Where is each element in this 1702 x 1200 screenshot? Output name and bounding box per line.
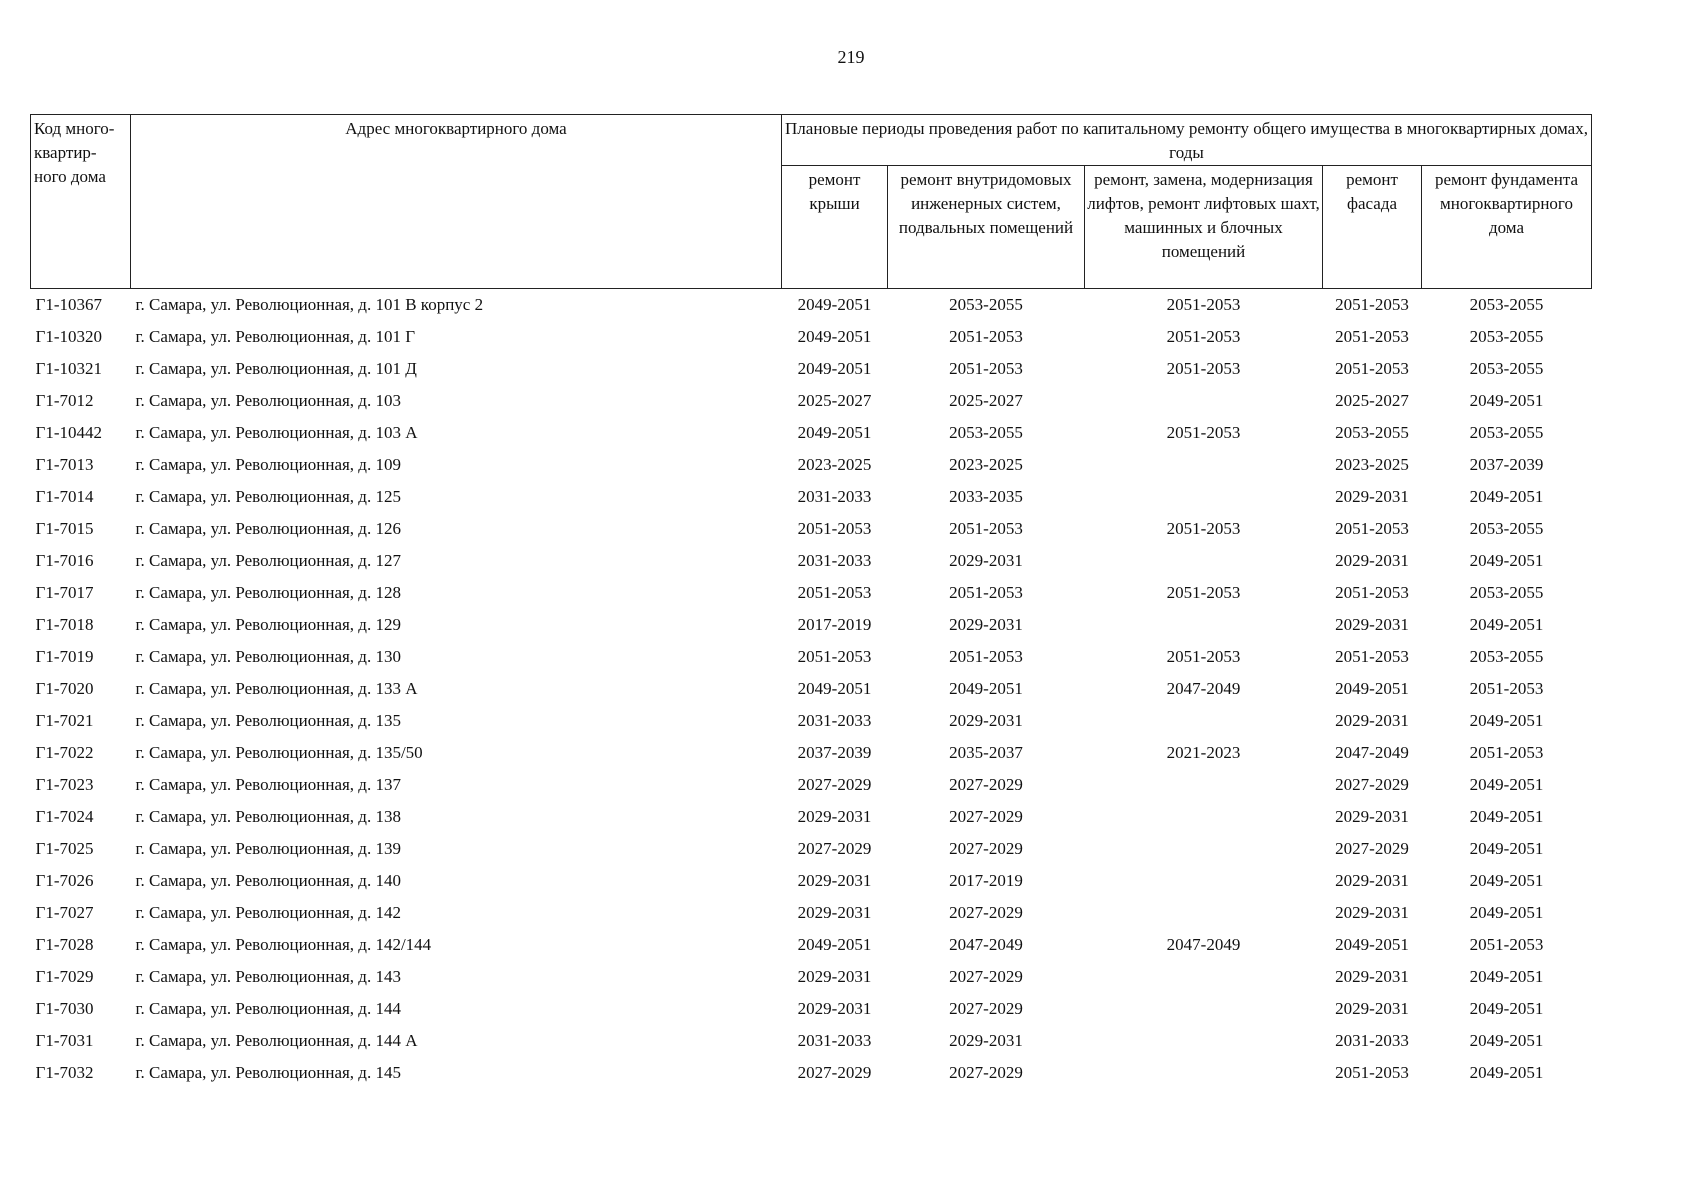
code-cell: Г1-10320: [35, 327, 102, 346]
roof-period-cell: 2025-2027: [797, 391, 872, 410]
facade-period-cell: 2027-2029: [1335, 775, 1409, 794]
code-cell: Г1-7028: [35, 935, 94, 954]
engineering-period-cell: 2027-2029: [949, 1063, 1023, 1082]
table-row: [31, 705, 1592, 737]
code-cell: Г1-7032: [35, 1063, 94, 1082]
table-header: [31, 115, 1592, 289]
address-cell: г. Самара, ул. Революционная, д. 142/144: [135, 935, 432, 954]
roof-period-cell: 2049-2051: [797, 679, 872, 698]
facade-period-cell: 2029-2031: [1335, 807, 1409, 826]
facade-period-cell: 2051-2053: [1323, 289, 1422, 322]
lifts-period-cell: [1085, 449, 1323, 481]
foundation-period-cell: 2053-2055: [1469, 327, 1544, 346]
foundation-period-cell: 2053-2055: [1469, 423, 1544, 442]
foundation-period-cell: 2053-2055: [1469, 647, 1544, 666]
header-engineering: ремонт внутридомовых инженерных систем, подвальных помещений: [888, 166, 1085, 289]
address-cell: г. Самара, ул. Революционная, д. 103 А: [135, 423, 418, 442]
facade-period-cell: 2029-2031: [1335, 551, 1409, 570]
address-cell: г. Самара, ул. Революционная, д. 127: [135, 551, 401, 570]
address-cell: г. Самара, ул. Революционная, д. 144: [135, 999, 401, 1018]
roof-period-cell: 2051-2053: [797, 519, 872, 538]
facade-period-cell: 2029-2031: [1335, 903, 1409, 922]
table-row: [31, 513, 1592, 545]
code-cell: Г1-10442: [35, 423, 102, 442]
engineering-period-cell: 2017-2019: [949, 871, 1023, 890]
lifts-period-cell: 2051-2053: [1085, 289, 1323, 322]
facade-period-cell: 2029-2031: [1335, 711, 1409, 730]
engineering-period-cell: 2053-2055: [949, 423, 1023, 442]
address-cell: г. Самара, ул. Революционная, д. 138: [135, 807, 401, 826]
engineering-period-cell: 2051-2053: [949, 327, 1023, 346]
engineering-period-cell: 2023-2025: [949, 455, 1023, 474]
address-cell: г. Самара, ул. Революционная, д. 144 А: [135, 1031, 418, 1050]
engineering-period-cell: 2051-2053: [949, 359, 1023, 378]
foundation-period-cell: 2053-2055: [1469, 359, 1544, 378]
address-cell: г. Самара, ул. Революционная, д. 130: [135, 647, 401, 666]
code-cell: Г1-7029: [35, 967, 94, 986]
foundation-period-cell: 2049-2051: [1469, 551, 1544, 570]
header-address: Адрес многоквартирного дома: [131, 115, 782, 289]
roof-period-cell: 2029-2031: [797, 967, 872, 986]
lifts-period-cell: [1085, 705, 1323, 737]
foundation-period-cell: 2049-2051: [1469, 807, 1544, 826]
code-cell: Г1-7021: [35, 711, 94, 730]
engineering-period-cell: 2027-2029: [949, 839, 1023, 858]
page-number: 219: [837, 47, 865, 67]
engineering-period-cell: 2051-2053: [949, 519, 1023, 538]
table-body: [31, 289, 1592, 1090]
lifts-period-cell: [1085, 993, 1323, 1025]
engineering-period-cell: 2027-2029: [949, 807, 1023, 826]
address-cell: г. Самара, ул. Революционная, д. 126: [135, 519, 401, 538]
header-facade: ремонт фасада: [1323, 166, 1422, 289]
foundation-period-cell: 2049-2051: [1469, 871, 1544, 890]
foundation-period-cell: 2053-2055: [1469, 583, 1544, 602]
code-cell: Г1-7022: [35, 743, 94, 762]
table-row: [31, 929, 1592, 961]
table-row: [31, 481, 1592, 513]
facade-period-cell: 2051-2053: [1335, 583, 1409, 602]
table-row: [31, 321, 1592, 353]
facade-period-cell: 2029-2031: [1335, 871, 1409, 890]
engineering-period-cell: 2027-2029: [949, 775, 1023, 794]
facade-period-cell: 2051-2053: [1335, 327, 1409, 346]
address-cell: г. Самара, ул. Революционная, д. 101 Г: [135, 327, 416, 346]
roof-period-cell: 2029-2031: [797, 871, 872, 890]
roof-period-cell: 2027-2029: [797, 839, 872, 858]
lifts-period-cell: 2021-2023: [1166, 743, 1241, 762]
facade-period-cell: 2027-2029: [1335, 839, 1409, 858]
address-cell: г. Самара, ул. Революционная, д. 103: [135, 391, 401, 410]
lifts-period-cell: [1085, 481, 1323, 513]
roof-period-cell: 2049-2051: [797, 423, 872, 442]
facade-period-cell: 2029-2031: [1335, 967, 1409, 986]
table-row: [31, 769, 1592, 801]
table-row: [31, 1025, 1592, 1057]
engineering-period-cell: 2049-2051: [949, 679, 1023, 698]
roof-period-cell: 2029-2031: [797, 999, 872, 1018]
code-cell: Г1-7012: [35, 391, 94, 410]
foundation-period-cell: 2049-2051: [1469, 711, 1544, 730]
table-row: [31, 641, 1592, 673]
lifts-period-cell: 2051-2053: [1166, 583, 1241, 602]
code-cell: Г1-7019: [35, 647, 94, 666]
address-cell: г. Самара, ул. Революционная, д. 139: [135, 839, 401, 858]
roof-period-cell: 2037-2039: [797, 743, 872, 762]
facade-period-cell: 2029-2031: [1335, 999, 1409, 1018]
lifts-period-cell: 2051-2053: [1166, 647, 1241, 666]
table-row: [31, 609, 1592, 641]
engineering-period-cell: 2029-2031: [949, 615, 1023, 634]
roof-period-cell: 2031-2033: [797, 487, 872, 506]
foundation-period-cell: 2049-2051: [1469, 487, 1544, 506]
code-cell: Г1-7030: [35, 999, 94, 1018]
facade-period-cell: 2025-2027: [1335, 391, 1409, 410]
code-cell: Г1-7031: [35, 1031, 94, 1050]
address-cell: г. Самара, ул. Революционная, д. 142: [135, 903, 401, 922]
foundation-period-cell: 2049-2051: [1469, 1063, 1544, 1082]
roof-period-cell: 2049-2051: [797, 935, 872, 954]
address-cell: г. Самара, ул. Революционная, д. 137: [135, 775, 401, 794]
roof-period-cell: 2029-2031: [797, 903, 872, 922]
lifts-period-cell: 2051-2053: [1166, 519, 1241, 538]
lifts-period-cell: [1085, 545, 1323, 577]
foundation-period-cell: 2051-2053: [1469, 679, 1544, 698]
address-cell: г. Самара, ул. Революционная, д. 135: [135, 711, 401, 730]
header-foundation: ремонт фундамента многоквартирного дома: [1422, 166, 1592, 289]
roof-period-cell: 2031-2033: [797, 551, 872, 570]
foundation-period-cell: 2053-2055: [1422, 289, 1592, 322]
lifts-period-cell: [1085, 385, 1323, 417]
roof-period-cell: 2051-2053: [797, 647, 872, 666]
facade-period-cell: 2053-2055: [1335, 423, 1409, 442]
code-cell: Г1-7024: [35, 807, 94, 826]
code-cell: Г1-7026: [35, 871, 94, 890]
facade-period-cell: 2051-2053: [1335, 359, 1409, 378]
code-cell: Г1-7023: [35, 775, 94, 794]
roof-period-cell: 2049-2051: [782, 289, 888, 322]
lifts-period-cell: 2051-2053: [1166, 423, 1241, 442]
table-row: [31, 1057, 1592, 1089]
engineering-period-cell: 2029-2031: [949, 551, 1023, 570]
foundation-period-cell: 2053-2055: [1469, 519, 1544, 538]
engineering-period-cell: 2027-2029: [949, 903, 1023, 922]
facade-period-cell: 2031-2033: [1335, 1031, 1409, 1050]
foundation-period-cell: 2037-2039: [1469, 455, 1544, 474]
engineering-period-cell: 2027-2029: [949, 999, 1023, 1018]
facade-period-cell: 2029-2031: [1335, 487, 1409, 506]
engineering-period-cell: 2027-2029: [949, 967, 1023, 986]
table-row: [31, 417, 1592, 449]
table-row: [31, 545, 1592, 577]
foundation-period-cell: 2049-2051: [1469, 999, 1544, 1018]
lifts-period-cell: [1085, 1025, 1323, 1057]
table-row: [31, 289, 1592, 322]
address-cell: г. Самара, ул. Революционная, д. 133 А: [135, 679, 418, 698]
code-cell: Г1-7013: [35, 455, 94, 474]
lifts-period-cell: [1085, 769, 1323, 801]
facade-period-cell: 2051-2053: [1335, 519, 1409, 538]
header-code: Код много-квартир-ного дома: [31, 115, 131, 289]
roof-period-cell: 2023-2025: [797, 455, 872, 474]
code-cell: Г1-7015: [35, 519, 94, 538]
lifts-period-cell: 2051-2053: [1166, 359, 1241, 378]
roof-period-cell: 2027-2029: [797, 1063, 872, 1082]
lifts-period-cell: [1085, 961, 1323, 993]
engineering-period-cell: 2025-2027: [949, 391, 1023, 410]
engineering-period-cell: 2029-2031: [949, 1031, 1023, 1050]
facade-period-cell: 2029-2031: [1335, 615, 1409, 634]
table-row: [31, 353, 1592, 385]
engineering-period-cell: 2051-2053: [949, 647, 1023, 666]
lifts-period-cell: [1085, 897, 1323, 929]
address-cell: г. Самара, ул. Революционная, д. 128: [135, 583, 401, 602]
address-cell: г. Самара, ул. Революционная, д. 143: [135, 967, 401, 986]
table-row: [31, 577, 1592, 609]
header-lifts: ремонт, замена, модернизация лифтов, ремонт лифтовых шахт, машинных и блочных помещений: [1085, 166, 1323, 289]
engineering-period-cell: 2051-2053: [949, 583, 1023, 602]
foundation-period-cell: 2049-2051: [1469, 839, 1544, 858]
foundation-period-cell: 2049-2051: [1469, 391, 1544, 410]
lifts-period-cell: 2047-2049: [1166, 935, 1241, 954]
roof-period-cell: 2029-2031: [797, 807, 872, 826]
code-cell: Г1-7020: [35, 679, 94, 698]
foundation-period-cell: 2049-2051: [1469, 615, 1544, 634]
address-cell: г. Самара, ул. Революционная, д. 109: [135, 455, 401, 474]
code-cell: Г1-7016: [35, 551, 94, 570]
foundation-period-cell: 2051-2053: [1469, 743, 1544, 762]
table-row: [31, 961, 1592, 993]
lifts-period-cell: [1085, 801, 1323, 833]
roof-period-cell: 2031-2033: [797, 711, 872, 730]
roof-period-cell: 2051-2053: [797, 583, 872, 602]
address-cell: г. Самара, ул. Революционная, д. 125: [135, 487, 401, 506]
lifts-period-cell: [1085, 833, 1323, 865]
foundation-period-cell: 2049-2051: [1469, 775, 1544, 794]
lifts-period-cell: 2047-2049: [1166, 679, 1241, 698]
facade-period-cell: 2023-2025: [1335, 455, 1409, 474]
code-cell: Г1-10367: [31, 289, 131, 322]
engineering-period-cell: 2047-2049: [949, 935, 1023, 954]
foundation-period-cell: 2049-2051: [1469, 903, 1544, 922]
code-cell: Г1-7027: [35, 903, 94, 922]
roof-period-cell: 2049-2051: [797, 327, 872, 346]
address-cell: г. Самара, ул. Революционная, д. 145: [135, 1063, 401, 1082]
address-cell: г. Самара, ул. Революционная, д. 129: [135, 615, 401, 634]
code-cell: Г1-7018: [35, 615, 94, 634]
foundation-period-cell: 2049-2051: [1469, 967, 1544, 986]
roof-period-cell: 2031-2033: [797, 1031, 872, 1050]
foundation-period-cell: 2049-2051: [1469, 1031, 1544, 1050]
header-periods-group: Плановые периоды проведения работ по капитальному ремонту общего имущества в многоквартирных домах, годы: [782, 115, 1592, 166]
address-cell: г. Самара, ул. Революционная, д. 101 Д: [135, 359, 417, 378]
table-row: [31, 673, 1592, 705]
table-row: [31, 385, 1592, 417]
header-roof: ремонт крыши: [782, 166, 888, 289]
lifts-period-cell: [1085, 609, 1323, 641]
engineering-period-cell: 2053-2055: [888, 289, 1085, 322]
lifts-period-cell: 2051-2053: [1166, 327, 1241, 346]
facade-period-cell: 2051-2053: [1335, 647, 1409, 666]
code-cell: Г1-10321: [35, 359, 102, 378]
engineering-period-cell: 2035-2037: [949, 743, 1023, 762]
address-cell: г. Самара, ул. Революционная, д. 101 В корпус 2: [131, 289, 782, 322]
table-row: [31, 449, 1592, 481]
roof-period-cell: 2017-2019: [797, 615, 872, 634]
table-row: [31, 865, 1592, 897]
repair-schedule-table: [30, 114, 1592, 1089]
facade-period-cell: 2047-2049: [1335, 743, 1409, 762]
table-row: [31, 737, 1592, 769]
facade-period-cell: 2049-2051: [1335, 935, 1409, 954]
code-cell: Г1-7017: [35, 583, 94, 602]
table-row: [31, 993, 1592, 1025]
table-row: [31, 801, 1592, 833]
table-row: [31, 897, 1592, 929]
table-row: [31, 833, 1592, 865]
lifts-period-cell: [1085, 865, 1323, 897]
lifts-period-cell: [1085, 1057, 1323, 1089]
address-cell: г. Самара, ул. Революционная, д. 135/50: [135, 743, 423, 762]
facade-period-cell: 2051-2053: [1335, 1063, 1409, 1082]
foundation-period-cell: 2051-2053: [1469, 935, 1544, 954]
roof-period-cell: 2027-2029: [797, 775, 872, 794]
engineering-period-cell: 2033-2035: [949, 487, 1023, 506]
code-cell: Г1-7025: [35, 839, 94, 858]
facade-period-cell: 2049-2051: [1335, 679, 1409, 698]
address-cell: г. Самара, ул. Революционная, д. 140: [135, 871, 401, 890]
roof-period-cell: 2049-2051: [797, 359, 872, 378]
engineering-period-cell: 2029-2031: [949, 711, 1023, 730]
code-cell: Г1-7014: [35, 487, 94, 506]
